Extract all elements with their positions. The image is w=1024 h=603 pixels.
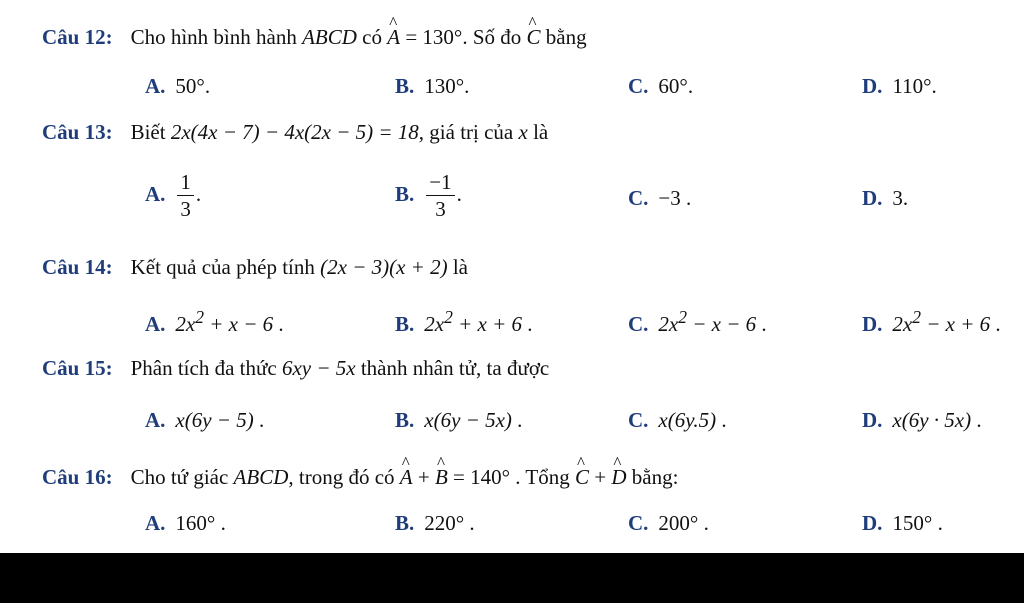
option-c[interactable]: C. −3 . (628, 186, 692, 210)
option-c[interactable]: C. $2x^2 - x - 6$ . (628, 307, 767, 336)
option-d[interactable]: D. 110°. (862, 74, 937, 98)
option-b[interactable]: B. $\frac{-1}{3}$ . (395, 170, 462, 221)
question-12 (42, 25, 587, 50)
question-text: Biết 2x(4x − 7) − 4x(2x − 5) = 18, giá trị của x là (130, 120, 549, 144)
option-b[interactable]: B. 220° . (395, 511, 475, 535)
option-a[interactable]: A. 160° . (145, 511, 226, 535)
option-d[interactable]: D. 150° . (862, 511, 943, 535)
option-c[interactable]: C. 200° . (628, 511, 709, 535)
question-text: Cho tứ giác ABCD, trong đó có ^ A + ^ B = 140° . Tổng ^ C + ^ D bằng: (131, 465, 679, 489)
black-bottom-bar (0, 553, 1024, 603)
question-label: Câu 12: (42, 25, 113, 49)
question-16 (42, 465, 678, 490)
option-b[interactable]: B. 130°. (395, 74, 470, 98)
option-a[interactable]: A. x(6y − 5) . (145, 408, 265, 432)
option-a[interactable]: A. 50°. (145, 74, 211, 98)
question-label: Câu 16: (42, 465, 113, 489)
option-b[interactable]: B. x(6y − 5x) . (395, 408, 523, 432)
question-15 (42, 356, 549, 381)
question-text: Phân tích đa thức 6xy − 5x thành nhân tử, ta được (130, 356, 550, 380)
option-d[interactable]: D. $2x^2 - x + 6$ . (862, 307, 1001, 336)
question-text: Kết quả của phép tính (2x − 3)(x + 2) là (130, 255, 468, 279)
option-c[interactable]: C. 60°. (628, 74, 694, 98)
option-a[interactable]: A. $2x^2 + x - 6$ . (145, 307, 284, 336)
question-label: Câu 15: (42, 356, 113, 380)
option-c[interactable]: C. x(6y.5) . (628, 408, 727, 432)
option-d[interactable]: D. x(6y · 5x) . (862, 408, 982, 432)
option-a[interactable]: A. $\frac{1}{3}$ . (145, 170, 202, 221)
question-label: Câu 13: (42, 120, 113, 144)
option-b[interactable]: B. $2x^2 + x + 6$ . (395, 307, 533, 336)
question-13 (42, 120, 548, 145)
question-14 (42, 255, 468, 280)
question-text: Cho hình bình hành ABCD có ^ A = 130°. Số đo ^ C bằng (131, 25, 587, 49)
question-label: Câu 14: (42, 255, 113, 279)
option-d[interactable]: D. 3. (862, 186, 909, 210)
